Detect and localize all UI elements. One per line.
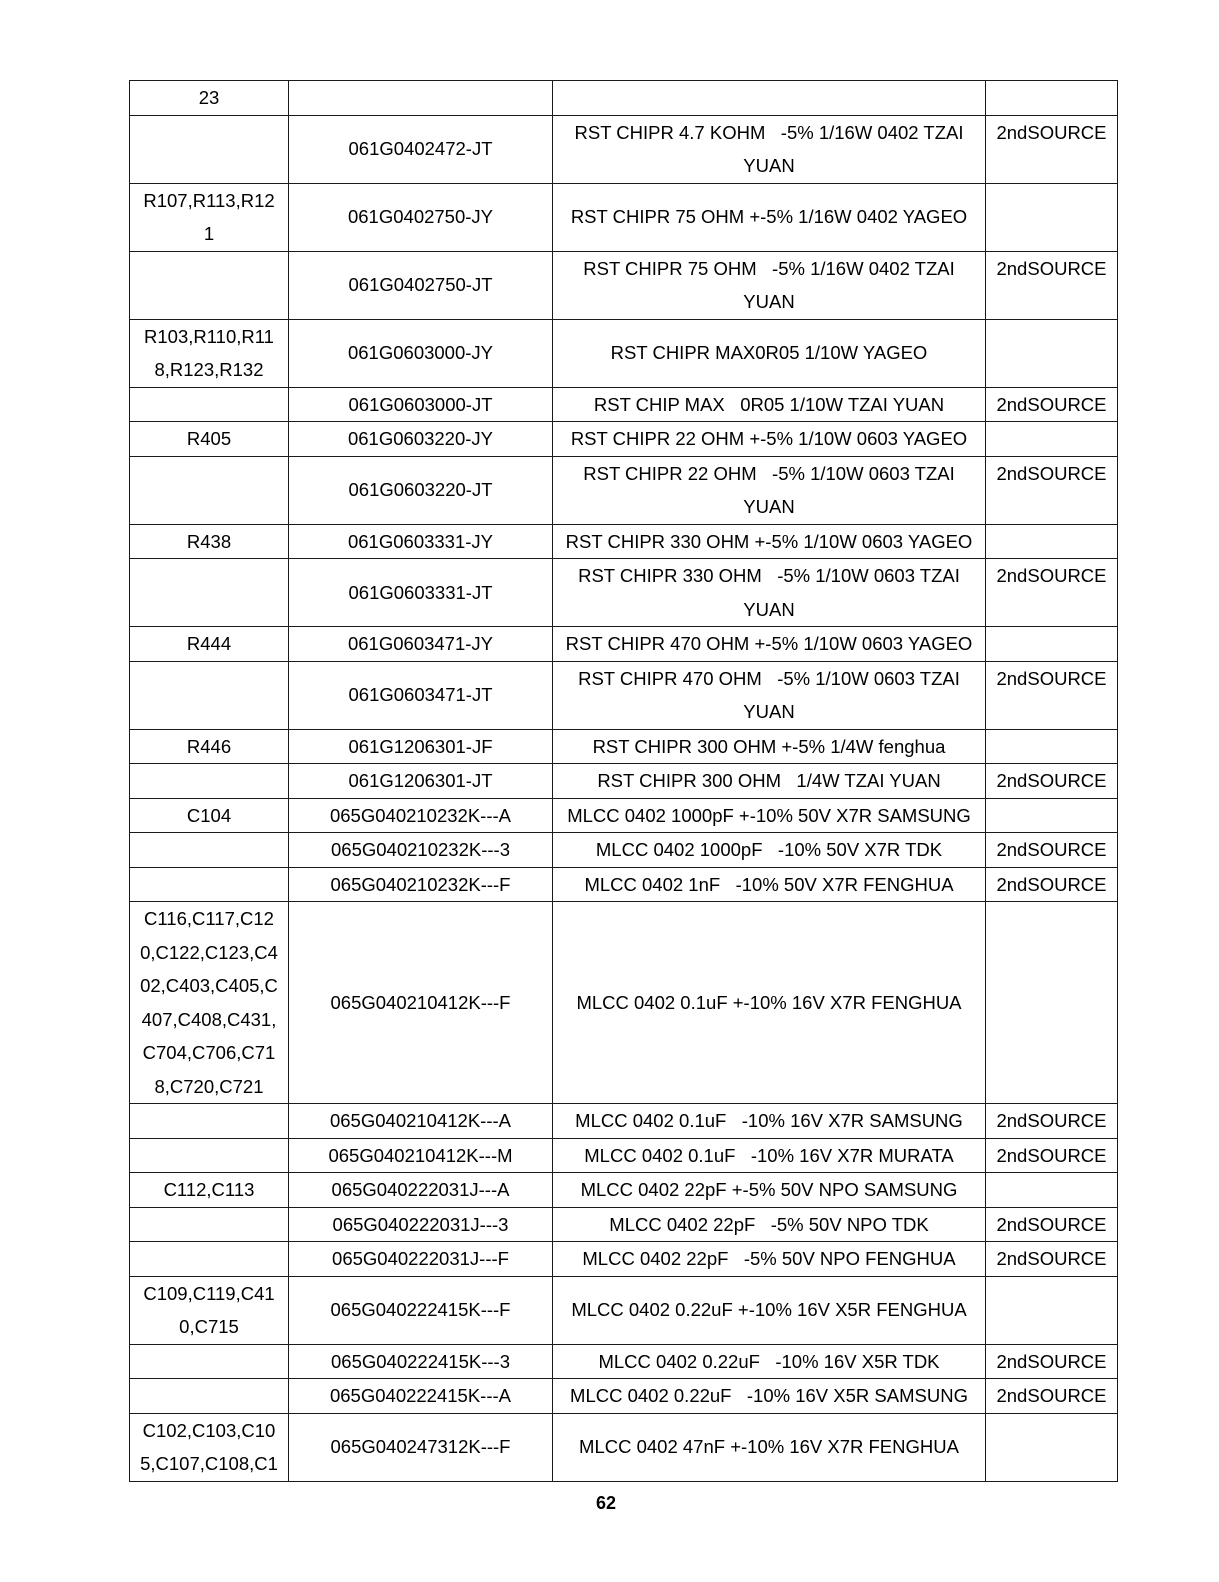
table-row	[130, 319, 1118, 387]
table-row	[130, 251, 1118, 319]
bom-table-body	[130, 81, 1118, 1482]
part-number-text: 065G040222415K---A	[329, 1385, 512, 1406]
ref-designator-text: C116,C117,C120,C122,C123,C402,C403,C405,C407,C408,C431,C704,C706,C718,C720,C721	[140, 908, 278, 1097]
part-number-cell	[289, 559, 553, 627]
part-number-cell	[289, 833, 553, 868]
description-text: RST CHIPR 300 OHM 1/4W TZAI YUAN	[597, 770, 941, 791]
part-number-cell	[289, 1276, 553, 1344]
ref-designator-cell	[130, 1138, 289, 1173]
part-number-cell	[289, 661, 553, 729]
part-number-text: 061G0603331-JT	[348, 581, 493, 603]
table-row	[130, 1379, 1118, 1414]
part-number-text: 061G0603000-JY	[347, 342, 494, 364]
source-note-cell	[986, 833, 1118, 868]
table-row	[130, 456, 1118, 524]
source-note-cell	[986, 559, 1118, 627]
ref-designator-cell	[130, 251, 289, 319]
ref-designator-cell	[130, 661, 289, 729]
table-row	[130, 559, 1118, 627]
description-text: RST CHIPR 22 OHM -5% 1/10W 0603 TZAI YUAN	[583, 462, 960, 517]
description-cell	[553, 319, 986, 387]
table-row	[130, 1413, 1118, 1481]
source-note-cell	[986, 1344, 1118, 1379]
table-row	[130, 115, 1118, 183]
ref-designator-cell	[130, 1104, 289, 1139]
part-number-cell	[289, 729, 553, 764]
source-note-cell	[986, 627, 1118, 662]
source-note-text: 2ndSOURCE	[996, 1248, 1107, 1269]
description-cell	[553, 902, 986, 1104]
part-number-text: 065G040210232K---F	[330, 873, 511, 895]
source-note-text: 2ndSOURCE	[996, 770, 1107, 791]
ref-designator-text: R438	[186, 530, 232, 552]
description-text: MLCC 0402 22pF -5% 50V NPO TDK	[609, 1213, 929, 1235]
description-text: RST CHIPR 470 OHM +-5% 1/10W 0603 YAGEO	[565, 633, 973, 654]
source-note-cell	[986, 1276, 1118, 1344]
table-row	[130, 1138, 1118, 1173]
description-cell	[553, 251, 986, 319]
part-number-cell	[289, 456, 553, 524]
source-note-text: 2ndSOURCE	[996, 462, 1107, 484]
ref-designator-cell	[130, 627, 289, 662]
description-cell	[553, 764, 986, 799]
source-note-text: 2ndSOURCE	[996, 1385, 1107, 1406]
table-row	[130, 1242, 1118, 1277]
source-note-cell	[986, 867, 1118, 902]
part-number-cell	[289, 422, 553, 457]
part-number-text: 065G040210412K---A	[329, 1110, 512, 1131]
table-row	[130, 1104, 1118, 1139]
part-number-text: 065G040210232K---A	[329, 804, 512, 826]
source-note-cell	[986, 183, 1118, 251]
ref-designator-cell	[130, 1413, 289, 1481]
description-cell	[553, 524, 986, 559]
source-note-cell	[986, 81, 1118, 116]
description-cell	[553, 559, 986, 627]
description-cell	[553, 422, 986, 457]
description-cell	[553, 661, 986, 729]
part-number-cell	[289, 115, 553, 183]
table-row	[130, 1207, 1118, 1242]
description-text: MLCC 0402 1000pF -10% 50V X7R TDK	[595, 839, 943, 860]
description-text: RST CHIPR 300 OHM +-5% 1/4W fenghua	[592, 735, 946, 757]
ref-designator-text: C112,C113	[163, 1179, 255, 1200]
source-note-text: 2ndSOURCE	[996, 1213, 1107, 1235]
ref-designator-text: R405	[186, 428, 232, 449]
description-cell	[553, 627, 986, 662]
description-text: RST CHIPR 330 OHM +-5% 1/10W 0603 YAGEO	[565, 530, 973, 552]
part-number-cell	[289, 1207, 553, 1242]
description-cell	[553, 1173, 986, 1208]
description-text: MLCC 0402 0.1uF -10% 16V X7R MURATA	[584, 1144, 954, 1166]
part-number-text: 061G0603471-JY	[347, 633, 494, 654]
part-number-text: 061G1206301-JT	[348, 770, 493, 791]
part-number-text: 065G040210232K---3	[331, 839, 510, 860]
table-row	[130, 661, 1118, 729]
description-cell	[553, 1344, 986, 1379]
source-note-text: 2ndSOURCE	[996, 839, 1107, 860]
part-number-text: 065G040210412K---F	[330, 991, 511, 1013]
part-number-text: 065G040222415K---F	[330, 1299, 511, 1321]
description-text: MLCC 0402 0.22uF -10% 16V X5R TDK	[598, 1350, 940, 1372]
table-row	[130, 729, 1118, 764]
part-number-text: 061G1206301-JF	[348, 735, 493, 757]
source-note-cell	[986, 524, 1118, 559]
table-row	[130, 902, 1118, 1104]
source-note-cell	[986, 319, 1118, 387]
part-number-text: 061G0603471-JT	[348, 684, 493, 706]
source-note-text: 2ndSOURCE	[996, 667, 1107, 689]
table-row	[130, 1173, 1118, 1208]
source-note-cell	[986, 1242, 1118, 1277]
ref-designator-text: R444	[186, 633, 232, 654]
part-number-text: 061G0603000-JT	[348, 393, 493, 415]
ref-designator-text: C102,C103,C105,C107,C108,C1	[140, 1419, 278, 1474]
source-note-cell	[986, 115, 1118, 183]
description-cell	[553, 81, 986, 116]
source-note-cell	[986, 456, 1118, 524]
part-number-cell	[289, 627, 553, 662]
ref-designator-text: C104	[186, 804, 232, 826]
description-text: RST CHIPR MAX0R05 1/10W YAGEO	[610, 342, 928, 364]
source-note-cell	[986, 902, 1118, 1104]
description-text: RST CHIPR 75 OHM -5% 1/16W 0402 TZAI YUAN	[583, 257, 960, 312]
part-number-cell	[289, 319, 553, 387]
part-number-text: 065G040222031J---F	[332, 1248, 509, 1269]
ref-designator-cell	[130, 115, 289, 183]
table-row	[130, 81, 1118, 116]
part-number-cell	[289, 764, 553, 799]
description-cell	[553, 456, 986, 524]
part-number-cell	[289, 1104, 553, 1139]
ref-designator-text: 23	[198, 87, 220, 108]
description-text: MLCC 0402 22pF -5% 50V NPO FENGHUA	[582, 1248, 956, 1269]
ref-designator-cell	[130, 319, 289, 387]
source-note-cell	[986, 387, 1118, 422]
part-number-cell	[289, 1379, 553, 1414]
ref-designator-cell	[130, 1173, 289, 1208]
source-note-text: 2ndSOURCE	[996, 873, 1107, 895]
part-number-cell	[289, 798, 553, 833]
ref-designator-text: R446	[186, 735, 232, 757]
ref-designator-cell	[130, 456, 289, 524]
part-number-cell	[289, 867, 553, 902]
part-number-text: 065G040247312K---F	[330, 1436, 511, 1458]
part-number-cell	[289, 1173, 553, 1208]
part-number-text: 061G0402472-JT	[348, 138, 493, 160]
part-number-text: 065G040210412K---M	[328, 1144, 513, 1166]
description-text: MLCC 0402 0.22uF -10% 16V X5R SAMSUNG	[570, 1385, 968, 1406]
table-row	[130, 627, 1118, 662]
table-row	[130, 387, 1118, 422]
part-number-text: 061G0402750-JY	[347, 206, 494, 228]
description-cell	[553, 867, 986, 902]
description-cell	[553, 1242, 986, 1277]
ref-designator-cell	[130, 183, 289, 251]
table-row	[130, 183, 1118, 251]
description-cell	[553, 729, 986, 764]
table-row	[130, 422, 1118, 457]
table-row	[130, 764, 1118, 799]
description-text: MLCC 0402 1nF -10% 50V X7R FENGHUA	[584, 873, 954, 895]
description-cell	[553, 1379, 986, 1414]
part-number-text: 061G0603220-JY	[347, 428, 494, 449]
ref-designator-cell	[130, 1276, 289, 1344]
description-text: MLCC 0402 47nF +-10% 16V X7R FENGHUA	[579, 1436, 959, 1458]
description-cell	[553, 387, 986, 422]
source-note-cell	[986, 1379, 1118, 1414]
ref-designator-cell	[130, 729, 289, 764]
page-number: 62	[595, 1493, 617, 1513]
ref-designator-cell	[130, 81, 289, 116]
part-number-cell	[289, 1242, 553, 1277]
part-number-cell	[289, 81, 553, 116]
description-cell	[553, 115, 986, 183]
source-note-text: 2ndSOURCE	[996, 257, 1107, 279]
table-row	[130, 1344, 1118, 1379]
source-note-cell	[986, 1413, 1118, 1481]
ref-designator-text: C109,C119,C410,C715	[143, 1282, 275, 1337]
part-number-text: 061G0603220-JT	[348, 479, 493, 501]
ref-designator-cell	[130, 1207, 289, 1242]
table-row	[130, 867, 1118, 902]
source-note-cell	[986, 764, 1118, 799]
description-text: RST CHIPR 330 OHM -5% 1/10W 0603 TZAI YUAN	[578, 565, 965, 620]
ref-designator-cell	[130, 524, 289, 559]
part-number-cell	[289, 251, 553, 319]
description-cell	[553, 1138, 986, 1173]
part-number-cell	[289, 1344, 553, 1379]
part-number-text: 061G0603331-JY	[347, 530, 494, 552]
source-note-cell	[986, 251, 1118, 319]
description-cell	[553, 1104, 986, 1139]
source-note-cell	[986, 798, 1118, 833]
description-text: RST CHIPR 4.7 KOHM -5% 1/16W 0402 TZAI YUAN	[574, 121, 969, 176]
description-text: MLCC 0402 1000pF +-10% 50V X7R SAMSUNG	[567, 804, 971, 826]
part-number-cell	[289, 183, 553, 251]
part-number-cell	[289, 902, 553, 1104]
source-note-cell	[986, 729, 1118, 764]
description-text: MLCC 0402 0.22uF +-10% 16V X5R FENGHUA	[571, 1299, 967, 1321]
source-note-text: 2ndSOURCE	[996, 393, 1107, 415]
part-number-cell	[289, 524, 553, 559]
ref-designator-cell	[130, 559, 289, 627]
source-note-text: 2ndSOURCE	[996, 121, 1107, 143]
source-note-text: 2ndSOURCE	[996, 1110, 1107, 1131]
description-cell	[553, 183, 986, 251]
ref-designator-cell	[130, 1242, 289, 1277]
part-number-text: 061G0402750-JT	[348, 274, 493, 296]
ref-designator-cell	[130, 867, 289, 902]
part-number-text: 065G040222031J---3	[332, 1213, 509, 1235]
bom-table	[129, 80, 1118, 1482]
description-text: RST CHIPR 470 OHM -5% 1/10W 0603 TZAI YUAN	[578, 667, 965, 722]
part-number-cell	[289, 387, 553, 422]
description-text: RST CHIPR 22 OHM +-5% 1/10W 0603 YAGEO	[570, 428, 968, 449]
description-text: MLCC 0402 0.1uF -10% 16V X7R SAMSUNG	[575, 1110, 963, 1131]
source-note-cell	[986, 1173, 1118, 1208]
source-note-text: 2ndSOURCE	[996, 565, 1107, 586]
description-cell	[553, 833, 986, 868]
table-row	[130, 524, 1118, 559]
ref-designator-cell	[130, 1344, 289, 1379]
table-row	[130, 798, 1118, 833]
ref-designator-cell	[130, 1379, 289, 1414]
ref-designator-text: R107,R113,R121	[143, 189, 275, 244]
source-note-cell	[986, 422, 1118, 457]
description-cell	[553, 1276, 986, 1344]
description-cell	[553, 1413, 986, 1481]
source-note-cell	[986, 661, 1118, 729]
description-cell	[553, 1207, 986, 1242]
ref-designator-text: R103,R110,R118,R123,R132	[144, 325, 274, 380]
part-number-cell	[289, 1138, 553, 1173]
table-row	[130, 833, 1118, 868]
ref-designator-cell	[130, 422, 289, 457]
source-note-cell	[986, 1104, 1118, 1139]
part-number-text: 065G040222415K---3	[331, 1350, 510, 1372]
ref-designator-cell	[130, 833, 289, 868]
description-cell	[553, 798, 986, 833]
source-note-text: 2ndSOURCE	[996, 1350, 1107, 1372]
table-row	[130, 1276, 1118, 1344]
description-text: RST CHIPR 75 OHM +-5% 1/16W 0402 YAGEO	[570, 206, 968, 228]
ref-designator-cell	[130, 764, 289, 799]
ref-designator-cell	[130, 798, 289, 833]
ref-designator-cell	[130, 387, 289, 422]
part-number-text: 065G040222031J---A	[331, 1179, 510, 1200]
description-text: RST CHIP MAX 0R05 1/10W TZAI YUAN	[593, 393, 945, 415]
source-note-text: 2ndSOURCE	[996, 1144, 1107, 1166]
description-text: MLCC 0402 0.1uF +-10% 16V X7R FENGHUA	[576, 991, 962, 1013]
ref-designator-cell	[130, 902, 289, 1104]
description-text: MLCC 0402 22pF +-5% 50V NPO SAMSUNG	[580, 1179, 958, 1200]
source-note-cell	[986, 1207, 1118, 1242]
source-note-cell	[986, 1138, 1118, 1173]
part-number-cell	[289, 1413, 553, 1481]
